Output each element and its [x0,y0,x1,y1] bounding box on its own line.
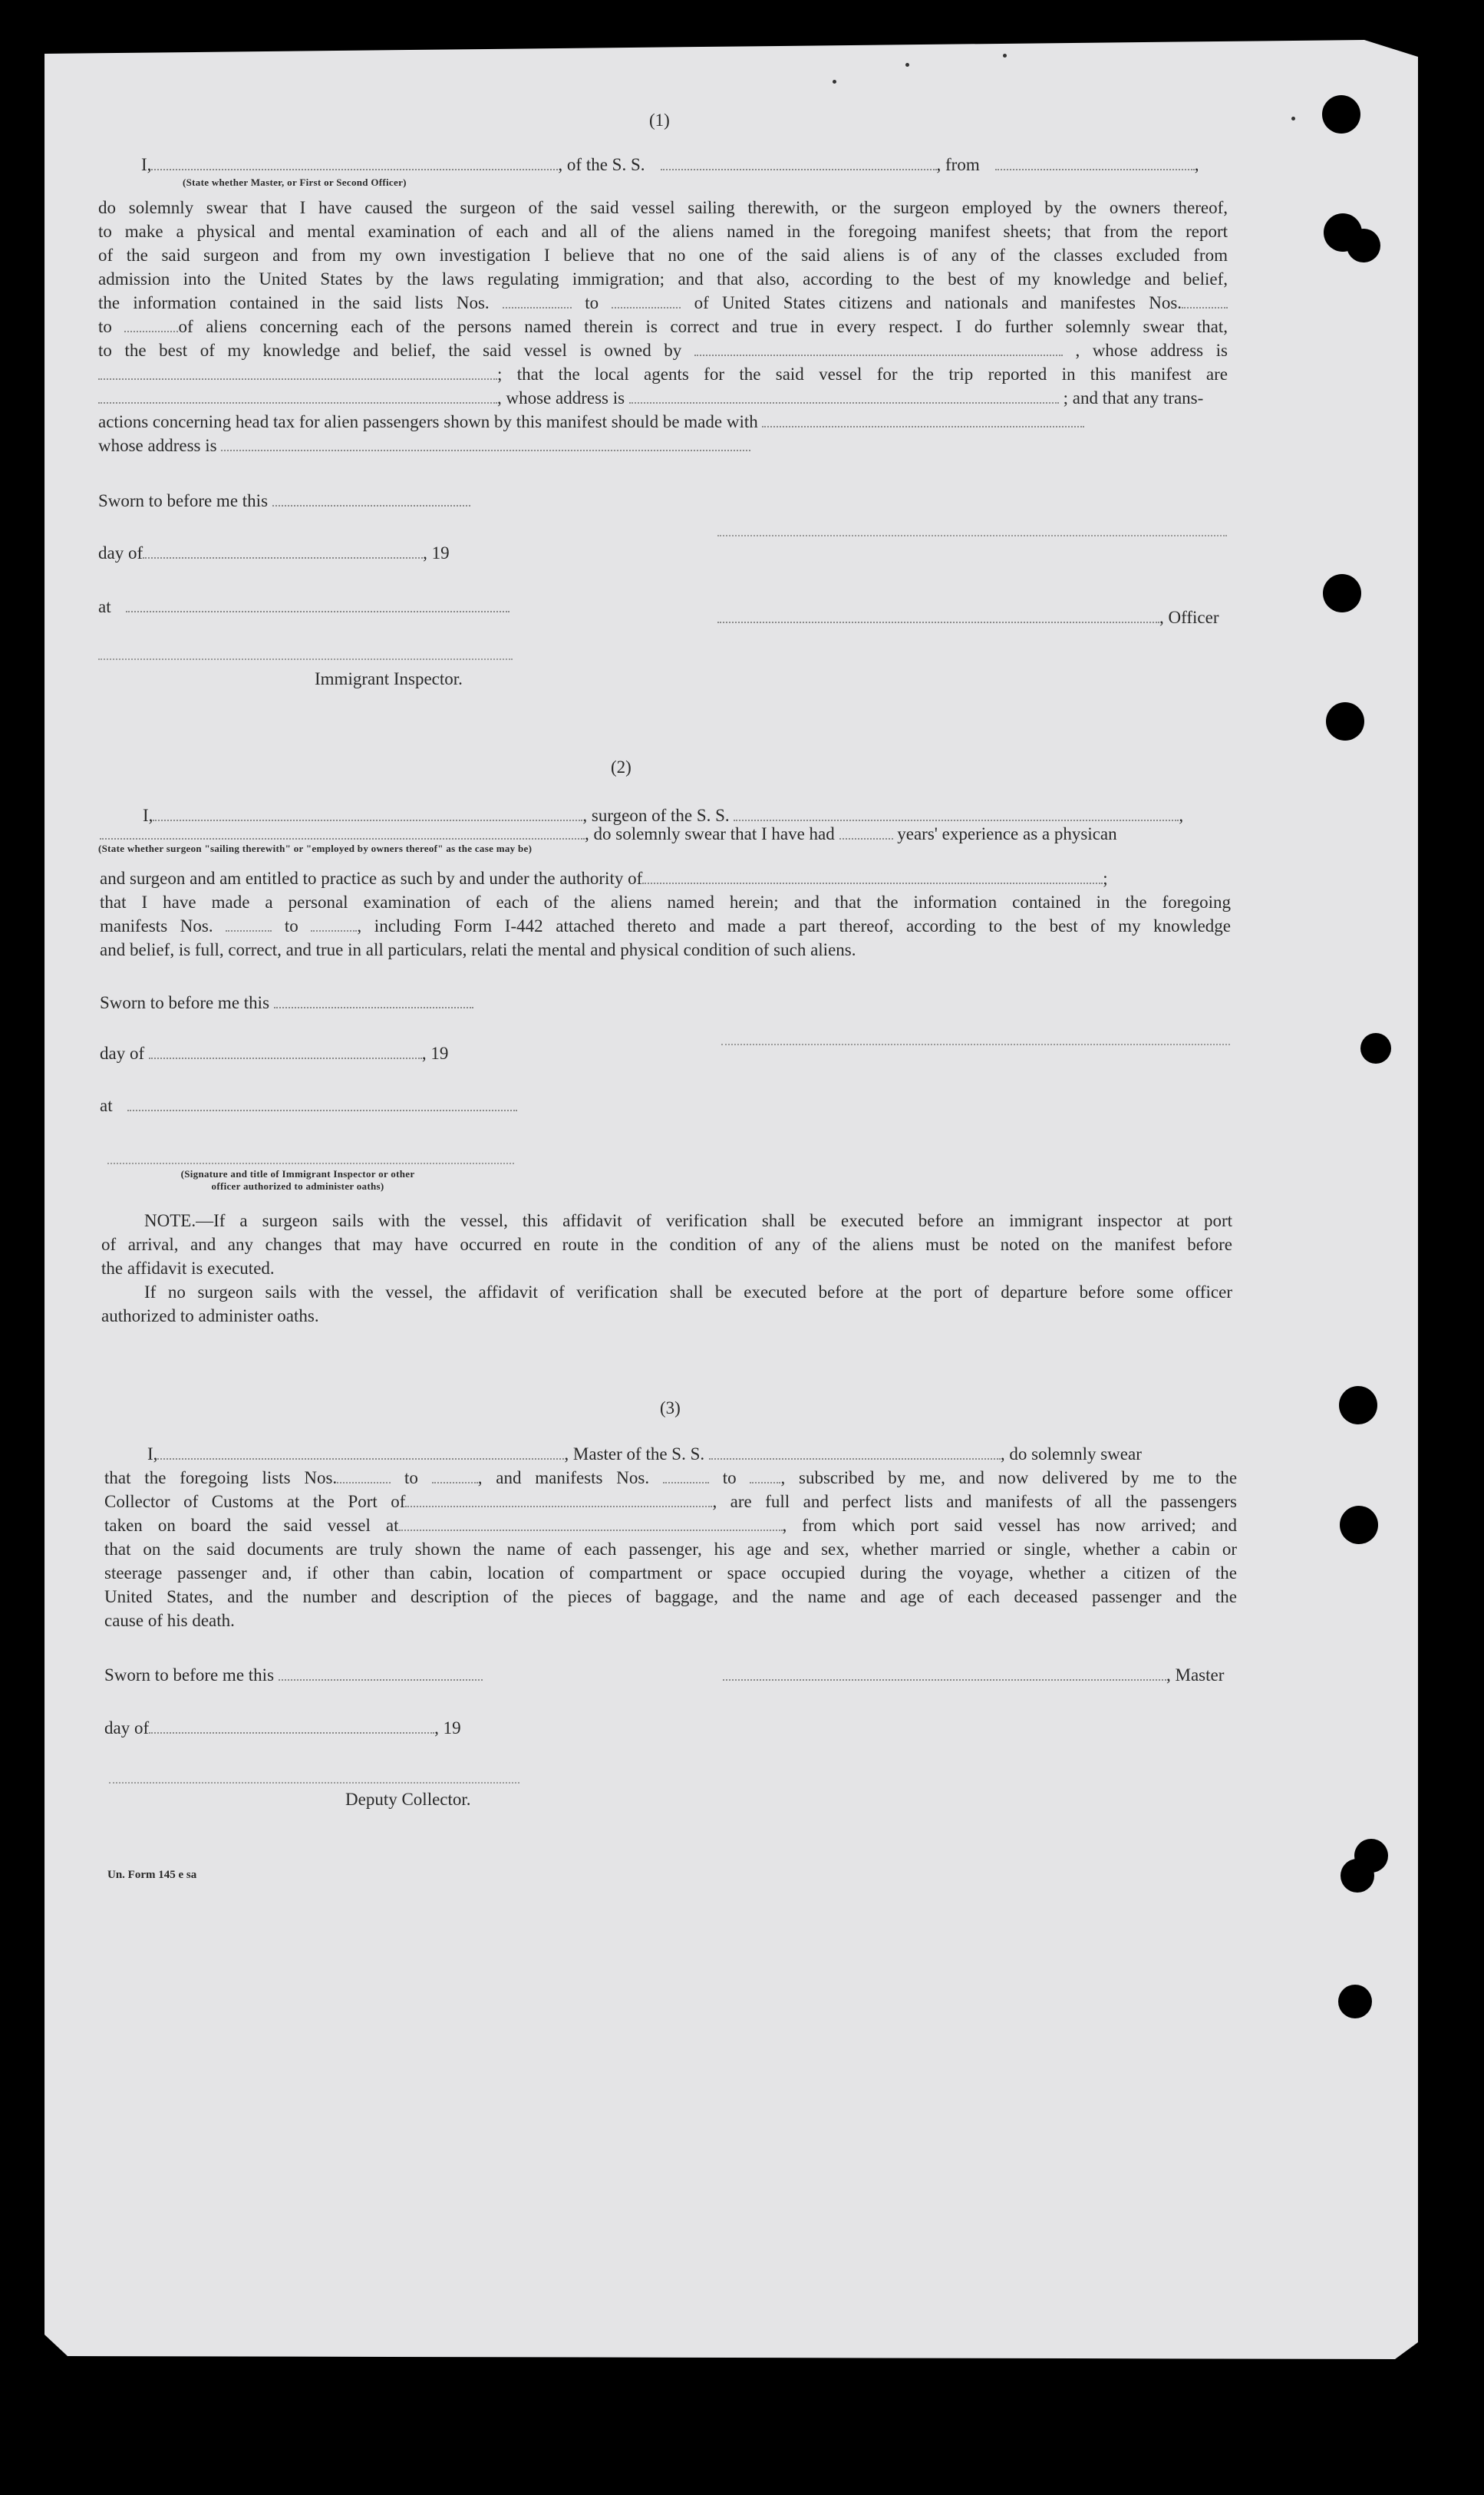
s1-signature-line [717,535,1227,536]
s1-para-line: the information contained in the said lists Nos. to of United States citizens and nationals and manifestes Nos. [98,292,1228,315]
s1-para-line: do solemnly swear that I have caused the surgeon of the said vessel sailing therewith, or the surgeon employed by the owners thereof, [98,198,1228,217]
s2-line-years: , do solemnly swear that I have had years' experience as a physican [100,823,1117,846]
s2-line-surgeon: I, , surgeon of the S. S. , [143,806,1184,825]
s1-para-line: admission into the United States by the laws regulating immigration; and that also, according to the best of my knowledge and belief, [98,269,1228,289]
s2-at: at [100,1094,517,1117]
s3-line-master: I, , Master of the S. S. , do solemnly swear [147,1444,1142,1464]
s3-para-line: taken on board the said vessel at , from which port said vessel has now arrived; and [104,1516,1238,1535]
section-number-2: (2) [611,757,632,777]
s3-master-sign: , Master [723,1664,1224,1687]
s1-day-of: day of , 19 [98,543,450,563]
punch-hole [1338,1985,1372,2018]
s2-day-of: day of , 19 [100,1044,449,1063]
s2-inspector-line [107,1163,514,1164]
s1-line-officer: I, , of the S. S. , from , [141,155,1199,174]
s2-note-line: the affidavit is executed. [101,1259,275,1278]
section-number-3: (3) [660,1398,681,1417]
s3-para-line: steerage passenger and, if other than cabin, location of compartment or space occupied during the voyage, whether a citizen of the [104,1563,1237,1582]
section-number-1: (1) [649,111,670,130]
s1-para-line: , whose address is ; and that any trans- [98,387,1203,410]
s3-para-line: that on the said documents are truly shown the name of each passenger, his age and sex, whether married or single, whether a cabin or [104,1540,1237,1559]
s1-para-line: of the said surgeon and from my own investigation I believe that no one of the said aliens is of any of the classes excluded from [98,246,1228,265]
s1-para-line: ; that the local agents for the said vessel for the trip reported in this manifest are [98,363,1228,386]
punch-hole [1340,1506,1378,1544]
form-number: Un. Form 145 e sa [107,1869,197,1881]
speck [833,80,836,84]
s2-para-line: that I have made a personal examination of each of the aliens named herein; and that the information contained in the foregoing [100,893,1231,912]
punch-hole [1347,229,1380,262]
s2-signature-line [721,1044,1230,1045]
s3-para-line: cause of his death. [104,1611,235,1630]
s2-para-line: and surgeon and am entitled to practice as such by and under the authority of ; [100,869,1108,888]
s2-para-line: and belief, is full, correct, and true in all particulars, relati the mental and physical condition of such aliens. [100,940,856,959]
s3-day-of: day of , 19 [104,1718,461,1738]
s3-sworn: Sworn to before me this [104,1664,483,1687]
punch-hole [1339,1386,1377,1424]
punch-hole [1360,1033,1391,1064]
s1-para-line: to the best of my knowledge and belief, the said vessel is owned by , whose address is [98,341,1228,360]
s1-inspector-line [98,658,513,660]
s2-note-line: of arrival, and any changes that may have occurred en route in the condition of any of the aliens must be noted on the manifest before [101,1235,1232,1254]
s2-sworn: Sworn to before me this [100,992,473,1015]
punch-hole [1323,574,1361,612]
s3-para-line: Collector of Customs at the Port of , are full and perfect lists and manifests of all the passengers [104,1492,1237,1511]
s3-collector-line [109,1782,519,1784]
s1-officer-sign: , Officer [717,606,1219,629]
s2-signature-note: (Signature and title of Immigrant Inspector or other officer authorized to administer oaths) [180,1168,415,1192]
punch-hole [1322,95,1360,134]
speck [1003,54,1007,58]
s1-para-line: whose address is [98,434,750,457]
s1-para-line: actions concerning head tax for alien passengers shown by this manifest should be made with [98,411,1084,434]
s2-note-line: If no surgeon sails with the vessel, the affidavit of verification shall be executed before at the port of departure before some officer [144,1282,1232,1302]
s3-deputy: Deputy Collector. [345,1790,471,1809]
s2-para-line: manifests Nos. to , including Form I-442 attached thereto and made a part thereof, according to the best of my knowledge [100,916,1232,936]
punch-hole [1341,1859,1374,1893]
punch-hole [1326,702,1364,741]
s1-at: at [98,596,510,619]
speck [1291,117,1295,120]
s1-para-line: to make a physical and mental examination of each and all of the aliens named in the foregoing manifest sheets; that from the report [98,222,1228,241]
s1-sworn: Sworn to before me this [98,490,470,513]
s1-inspector: Immigrant Inspector. [315,669,463,688]
s1-officer-note: (State whether Master, or First or Second Officer) [183,177,407,188]
s2-note-line: authorized to administer oaths. [101,1306,319,1325]
s2-note-line: NOTE.—If a surgeon sails with the vessel, this affidavit of verification shall be executed before an immigrant inspector at port [144,1211,1232,1230]
s3-para-line: United States, and the number and description of the pieces of baggage, and the name and age of each deceased passenger and the [104,1587,1237,1606]
s1-para-line: to of aliens concerning each of the persons named therein is correct and true in every respect. I do further solemnly swear that, [98,317,1228,336]
s3-para-line: that the foregoing lists Nos. to , and manifests Nos. to , subscribed by me, and now delivered by me to the [104,1468,1238,1487]
s2-surgeon-note: (State whether surgeon "sailing therewith" or "employed by owners thereof" as the case may be) [98,843,533,854]
speck [905,63,909,67]
